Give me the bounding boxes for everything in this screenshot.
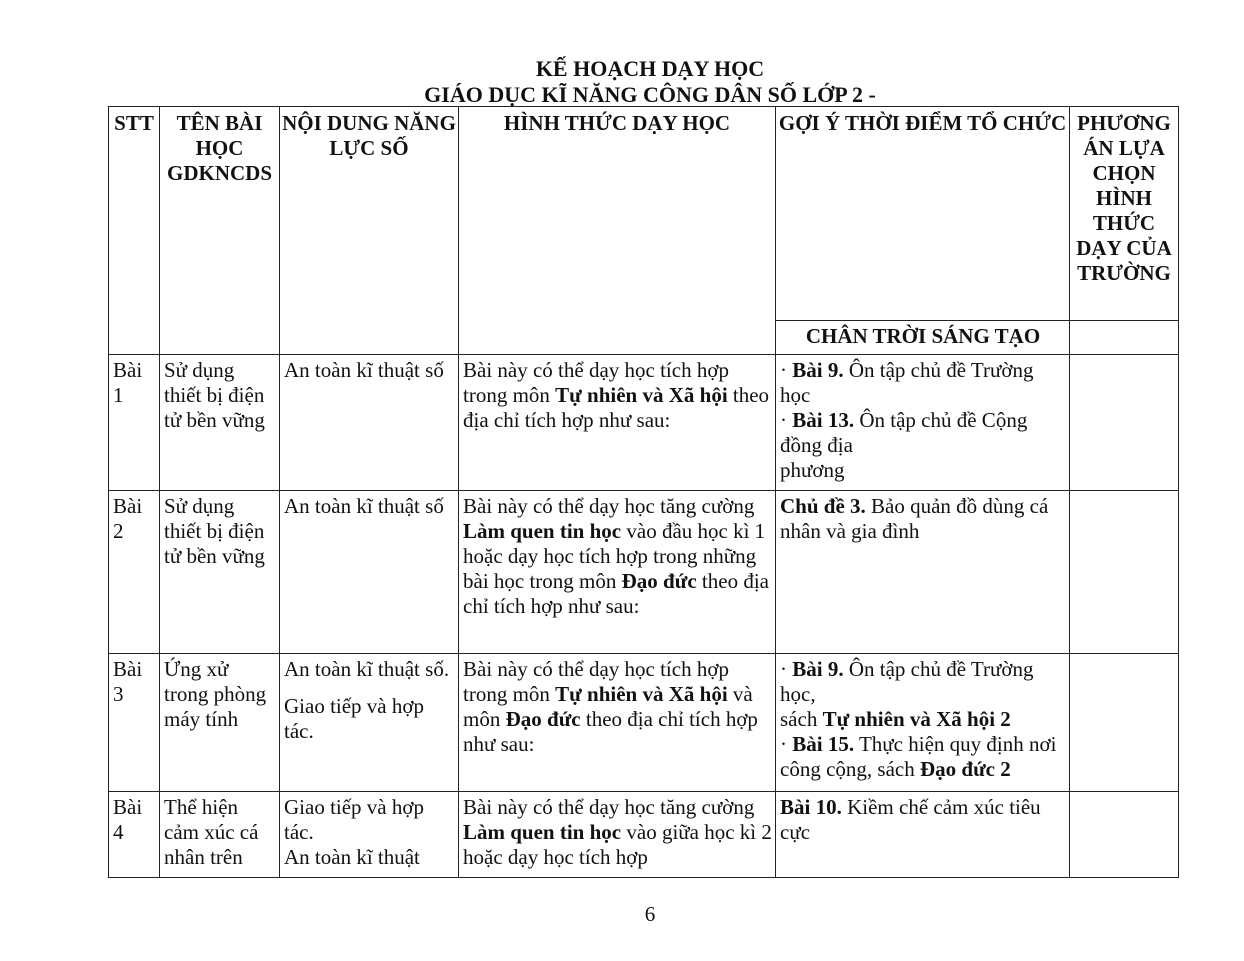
page-number: 6	[644, 902, 656, 926]
cell-stt: Bài 4	[109, 792, 160, 878]
cell-stt: Bài 1	[109, 355, 160, 491]
cell-lesson: Thể hiện cảm xúc cá nhân trên	[160, 792, 280, 878]
header-timing: GỢI Ý THỜI ĐIỂM TỔ CHỨC	[776, 107, 1070, 321]
cell-timing: Chủ đề 3. Bảo quản đồ dùng cá nhân và gia đình	[776, 491, 1070, 654]
cell-lesson: Sử dụng thiết bị điện tử bền vững	[160, 355, 280, 491]
header-teaching-form: HÌNH THỨC DẠY HỌC	[459, 107, 776, 355]
cell-stt: Bài 3	[109, 654, 160, 792]
cell-teaching-form: Bài này có thể dạy học tích hợp trong môn Tự nhiên và Xã hội và môn Đạo đức theo địa chỉ tích hợp như sau:	[459, 654, 776, 792]
cell-stt: Bài 2	[109, 491, 160, 654]
table-row	[109, 792, 1179, 878]
subheader-publisher: CHÂN TRỜI SÁNG TẠO	[776, 321, 1070, 355]
cell-competency: An toàn kĩ thuật số	[280, 355, 459, 491]
header-lesson-name: TÊN BÀI HỌC GDKNCDS	[160, 107, 280, 355]
cell-school-option	[1070, 654, 1179, 792]
cell-competency: An toàn kĩ thuật số	[280, 491, 459, 654]
header-stt: STT	[109, 107, 160, 355]
table-row	[109, 355, 1179, 491]
empty-cell	[1070, 321, 1179, 355]
document-title: KẾ HOẠCH DẠY HỌC	[535, 56, 765, 81]
header-competency: NỘI DUNG NĂNG LỰC SỐ	[280, 107, 459, 355]
table-header-row	[109, 107, 1179, 321]
table-row	[109, 654, 1179, 792]
cell-school-option	[1070, 491, 1179, 654]
cell-teaching-form: Bài này có thể dạy học tích hợp trong môn Tự nhiên và Xã hội theo địa chỉ tích hợp như sau:	[459, 355, 776, 491]
cell-timing: · Bài 9. Ôn tập chủ đề Trường học · Bài 13. Ôn tập chủ đề Cộng đồng địa phương	[776, 355, 1070, 491]
cell-school-option	[1070, 355, 1179, 491]
cell-competency: Giao tiếp và hợp tác. An toàn kĩ thuật	[280, 792, 459, 878]
cell-teaching-form: Bài này có thể dạy học tăng cường Làm quen tin học vào đầu học kì 1 hoặc dạy học tích hợp trong những bài học trong môn Đạo đức theo địa chỉ tích hợp như sau:	[459, 491, 776, 654]
table-row	[109, 491, 1179, 654]
cell-teaching-form: Bài này có thể dạy học tăng cường Làm quen tin học vào giữa học kì 2 hoặc dạy học tích hợp	[459, 792, 776, 878]
cell-timing: · Bài 9. Ôn tập chủ đề Trường học, sách Tự nhiên và Xã hội 2 · Bài 15. Thực hiện quy định nơi công cộng, sách Đạo đức 2	[776, 654, 1070, 792]
cell-lesson: Ứng xử trong phòng máy tính	[160, 654, 280, 792]
cell-lesson: Sử dụng thiết bị điện tử bền vững	[160, 491, 280, 654]
cell-timing: Bài 10. Kiềm chế cảm xúc tiêu cực	[776, 792, 1070, 878]
cell-school-option	[1070, 792, 1179, 878]
document-subtitle: GIÁO DỤC KĨ NĂNG CÔNG DÂN SỐ LỚP 2 -	[424, 82, 876, 107]
header-school-option: PHƯƠNG ÁN LỰA CHỌN HÌNH THỨC DẠY CỦA TRƯỜNG	[1070, 107, 1179, 321]
lesson-plan-table	[108, 106, 1179, 878]
cell-competency: An toàn kĩ thuật số. Giao tiếp và hợp tác.	[280, 654, 459, 792]
